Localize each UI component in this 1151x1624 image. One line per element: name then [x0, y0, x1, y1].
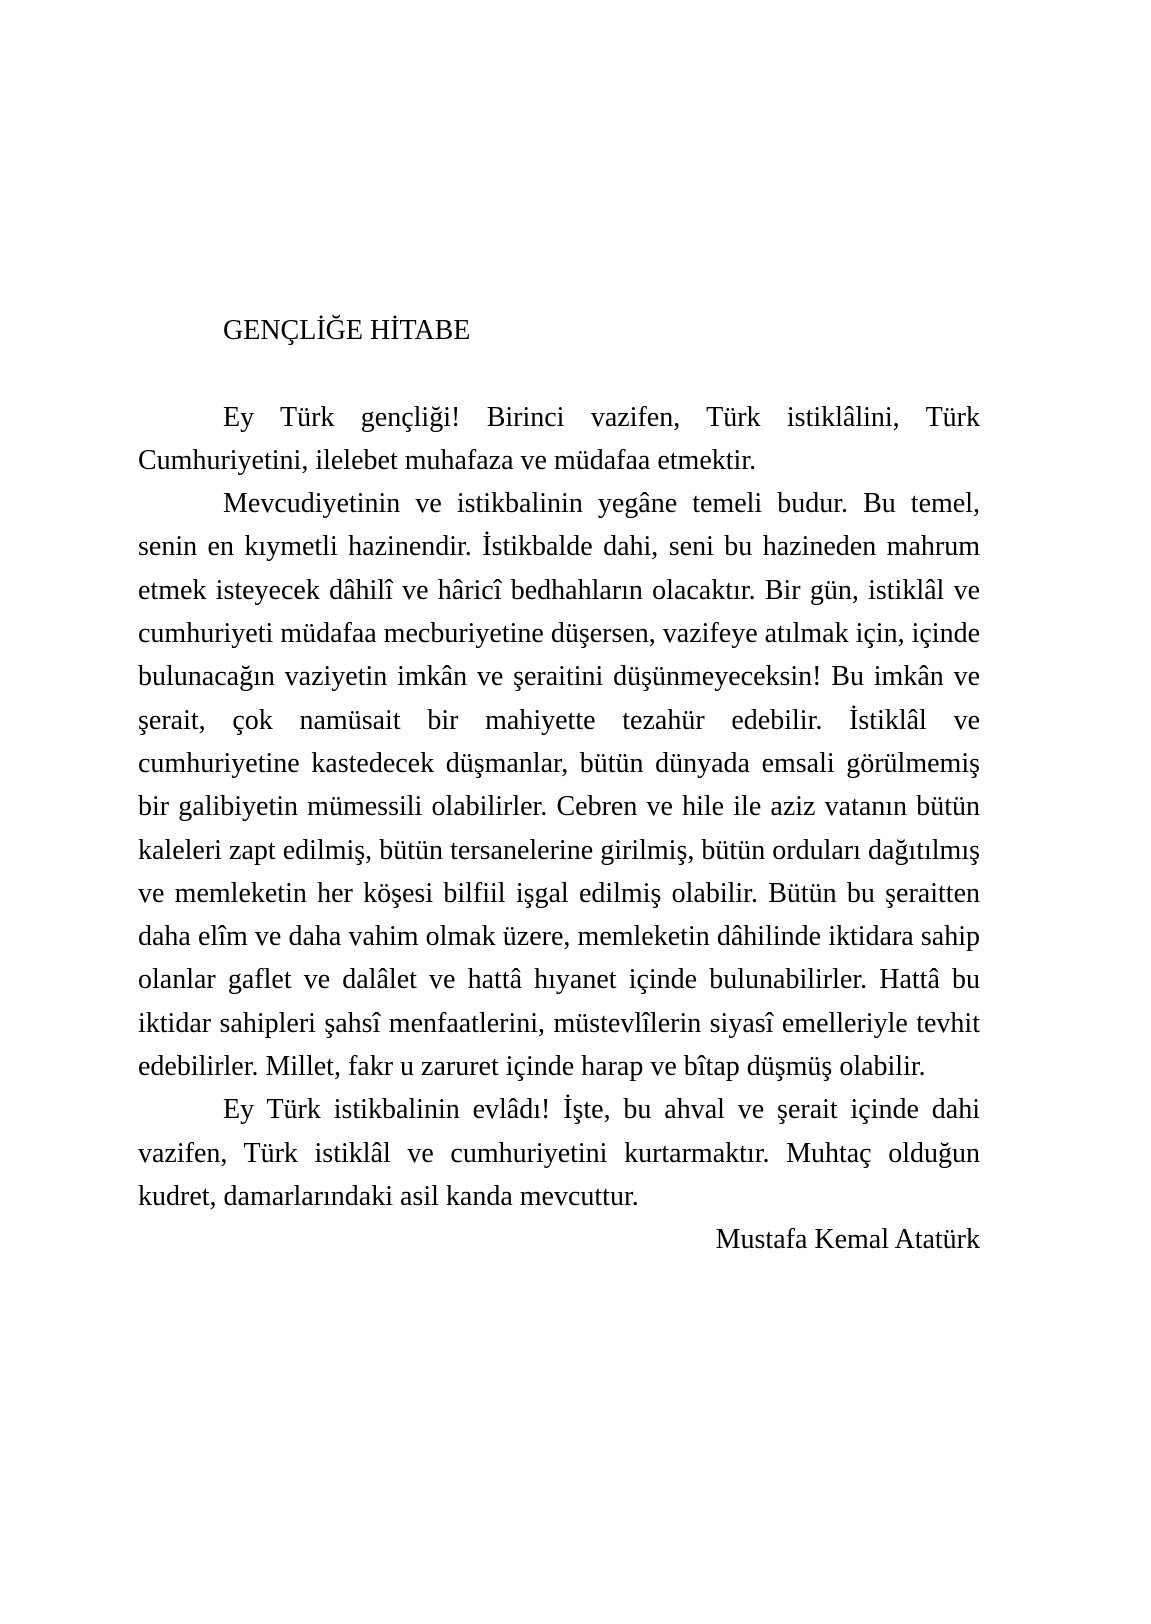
paragraph-opening: Ey Türk gençliği! Birinci vazifen, Türk istiklâlini, Türk Cumhuriyetini, ilelebet muhafaza ve müdafaa etmektir.: [138, 401, 980, 476]
paragraph-main: Mevcudiyetinin ve istikbalinin yegâne temeli budur. Bu temel, senin en kıymetli hazinendir. İstikbalde dahi, seni bu hazineden mahrum etmek isteyecek dâhilî ve hâricî bedhahların olacaktır. Bir gün, istiklâl ve cumhuriyeti müdafaa mecburiyetine düşersen, vazifeye atılmak için, içinde bulunacağın vaziyetin imkân ve şeraitini düşünmeyeceksin! Bu imkân ve şerait, çok namüsait bir mahiyette tezahür edebilir. İstiklâl ve cumhuriyetine kastedecek düşmanlar, bütün dünyada emsali görülmemiş bir galibiyetin mümessili olabilirler. Cebren ve hile ile aziz vatanın bütün kaleleri zapt edilmiş, bütün tersanelerine girilmiş, bütün orduları dağıtılmış ve memleketin her köşesi bilfiil işgal edilmiş olabilir. Bütün bu şeraitten daha elîm ve daha vahim olmak üzere, memleketin dâhilinde iktidara sahip olanlar gaflet ve dalâlet ve hattâ hıyanet içinde bulunabilirler. Hattâ bu iktidar sahipleri şahsî menfaatlerini, müstevlîlerin siyasî emelleriyle tevhit edebilirler. Millet, fakr u zaruret içinde harap ve bîtap düşmüş olabilir.: [138, 488, 980, 1083]
signature-line: Mustafa Kemal Atatürk: [715, 1224, 980, 1256]
document-title: GENÇLİĞE HİTABE: [223, 315, 471, 346]
paragraph-closing: Ey Türk istikbalinin evlâdı! İşte, bu ahval ve şerait içinde dahi vazifen, Türk istiklâl ve cumhuriyetini kurtarmaktır. Muhtaç olduğun kudret, damarlarındaki asil kanda mevcuttur.: [138, 1094, 980, 1212]
